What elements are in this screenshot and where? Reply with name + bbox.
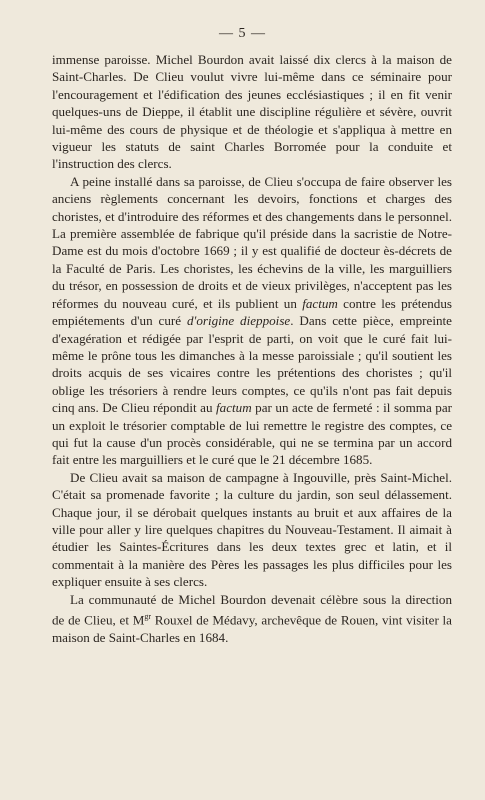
paragraph-1: immense paroisse. Michel Bourdon avait laissé dix clercs à la maison de Saint-Charles. De Clieu voulut vivre lui-même dans ce séminaire pour l'encouragement et l'édification des jeunes ecclésiastiques ; il en fit venir quelques-uns de Dieppe, il établit une discipline régulière et sévère, ouvrit lui-même des cours de physique et de théologie et s'appliqua à mettre en vigueur les statuts de saint Charles Borromée pour la conduite et l'instruction des clercs.	[52, 52, 452, 172]
paragraph-4: La communauté de Michel Bourdon devenait célèbre sous la direction de de Clieu, et $M^{gr}$ Rouxel de Médavy, archevêque de Rouen, vint visiter la maison de Saint-Charles en 1684.	[52, 591, 452, 645]
paragraph-3: De Clieu avait sa maison de campagne à Ingouville, près Saint-Michel. C'était sa promenade favorite ; la culture du jardin, son seul délassement. Chaque jour, il se dérobait quelques instants au bruit et aux affaires de la ville pour aller y lire quelques chapitres du Nouveau-Testament. Il aimait à étudier les Saintes-Écritures dans les deux textes grec et latin, et il commentait à la manière des Pères les passages les plus difficiles pour les expliquer ensuite à ses clercs.	[52, 469, 452, 590]
page-body	[52, 51, 452, 646]
paragraph-2: A peine installé dans sa paroisse, de Clieu s'occupa de faire observer les anciens règlements concernant les devoirs, fonctions et charges des choristes, et d'introduire des réformes et des changements dans le personnel. La première assemblée de fabrique qu'il préside dans la sacristie de Notre-Dame est du mois d'octobre 1669 ; il y est qualifié de docteur ès-décrets de la Faculté de Paris. Les choristes, les échevins de la ville, les marguilliers du trésor, en possession de droits et de vieux privilèges, n'acceptent pas les réformes du nouveau curé, et ils publient un factum contre les prétendus empiétements d'un curé d'origine dieppoise. Dans cette pièce, empreinte d'exagération et rédigée par l'esprit de parti, on voit que le curé fait lui-même le prône tous les dimanches à la messe paroissiale ; qu'il soutient les droits acquis de ses vicaires contre les prétentions des choristes ; qu'il oblige les trésoriers à rendre leurs comptes, ce qu'ils n'ont pas fait depuis cinq ans. De Clieu répondit au factum par un acte de fermeté : il somma par un exploit le trésorier comptable de lui remettre le registre des comptes, ce qui fut la cause d'un procès considérable, qui ne se termina par un accord fait entre les marguilliers et le curé que le 21 décembre 1685.	[52, 173, 452, 468]
page-number: — 5 —	[219, 26, 266, 41]
